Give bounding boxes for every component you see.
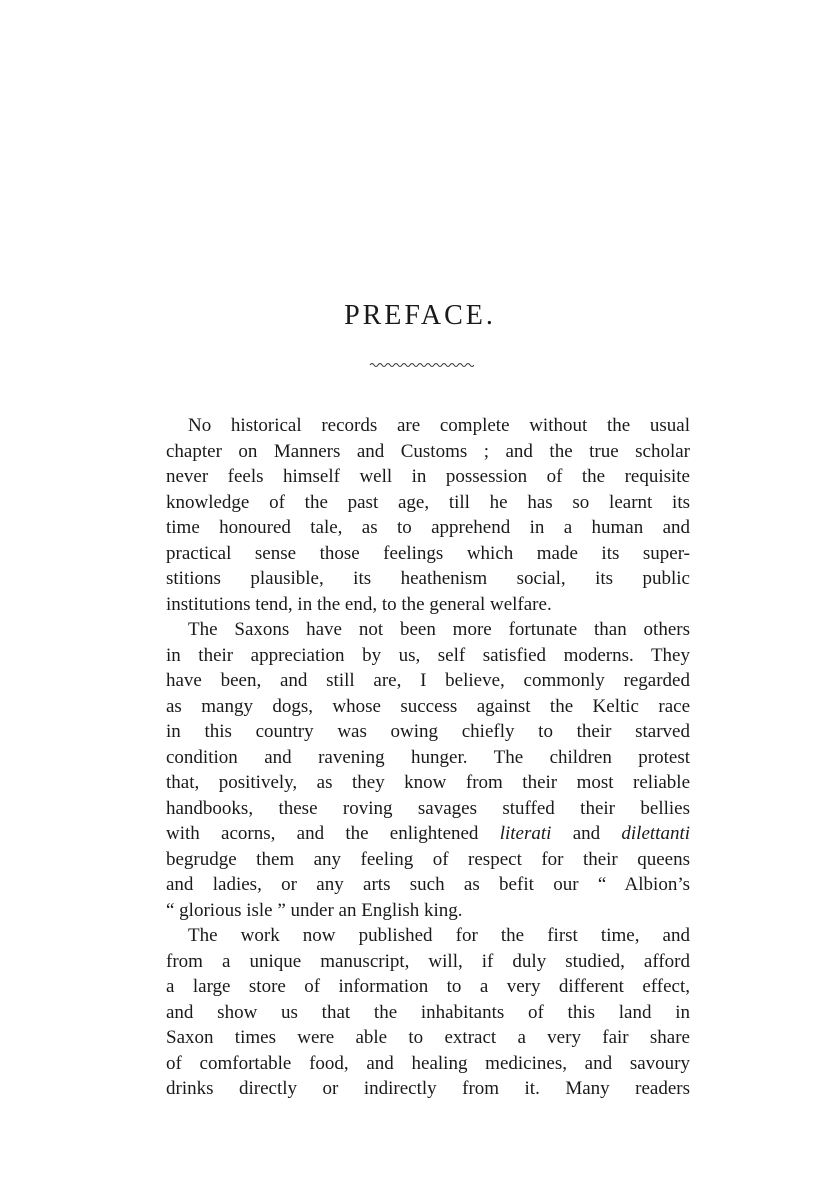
text-line: institutions tend, in the end, to the general welfare.	[166, 593, 552, 615]
wavy-rule-ornament	[368, 360, 474, 370]
italic-term: literati	[499, 823, 552, 844]
text-line: that, positively, as they know from their most reliable	[166, 772, 690, 793]
text-line: begrudge them any feeling of respect for their queens	[166, 848, 690, 870]
text-line: “ glorious isle ” under an English king.	[166, 899, 463, 921]
text-line: a large store of information to a very different effect,	[166, 976, 690, 997]
text-line: The Saxons have not been more fortunate than others	[188, 619, 690, 640]
text-line: handbooks, these roving savages stuffed their bellies	[166, 797, 690, 819]
text-line: as mangy dogs, whose success against the Keltic race	[166, 695, 690, 717]
text-line: practical sense those feelings which made its super-	[166, 542, 690, 564]
preface-body	[166, 413, 690, 1102]
text-line: have been, and still are, I believe, commonly regarded	[166, 670, 690, 691]
text-line: stitions plausible, its heathenism social, its public	[166, 568, 690, 589]
text-line: The work now published for the first time, and	[188, 925, 690, 946]
italic-term: dilettanti	[621, 823, 690, 844]
text-line: drinks directly or indirectly from it. Many readers	[166, 1078, 690, 1099]
text-line: chapter on Manners and Customs ; and the true scholar	[166, 440, 690, 462]
text-line: condition and ravening hunger. The children protest	[166, 746, 690, 768]
text-line: of comfortable food, and healing medicines, and savoury	[166, 1052, 690, 1074]
text-line: knowledge of the past age, till he has so learnt its	[166, 491, 690, 513]
text-line: No historical records are complete without the usual	[188, 415, 690, 436]
text-line: and show us that the inhabitants of this land in	[166, 1001, 690, 1023]
text-line: never feels himself well in possession of the requisite	[166, 466, 690, 487]
page-title: PREFACE.	[344, 300, 496, 331]
text-line: time honoured tale, as to apprehend in a human and	[166, 517, 690, 538]
text-line-italic-terms: with acorns, and the enlightened literati and dilettanti	[166, 823, 690, 844]
text-line: in their appreciation by us, self satisfied moderns. They	[166, 644, 690, 666]
text-line: Saxon times were able to extract a very fair share	[166, 1027, 690, 1048]
text-line: in this country was owing chiefly to their starved	[166, 721, 690, 742]
text-line: from a unique manuscript, will, if duly studied, afford	[166, 950, 690, 972]
text-line: and ladies, or any arts such as befit our “ Albion’s	[166, 874, 690, 895]
